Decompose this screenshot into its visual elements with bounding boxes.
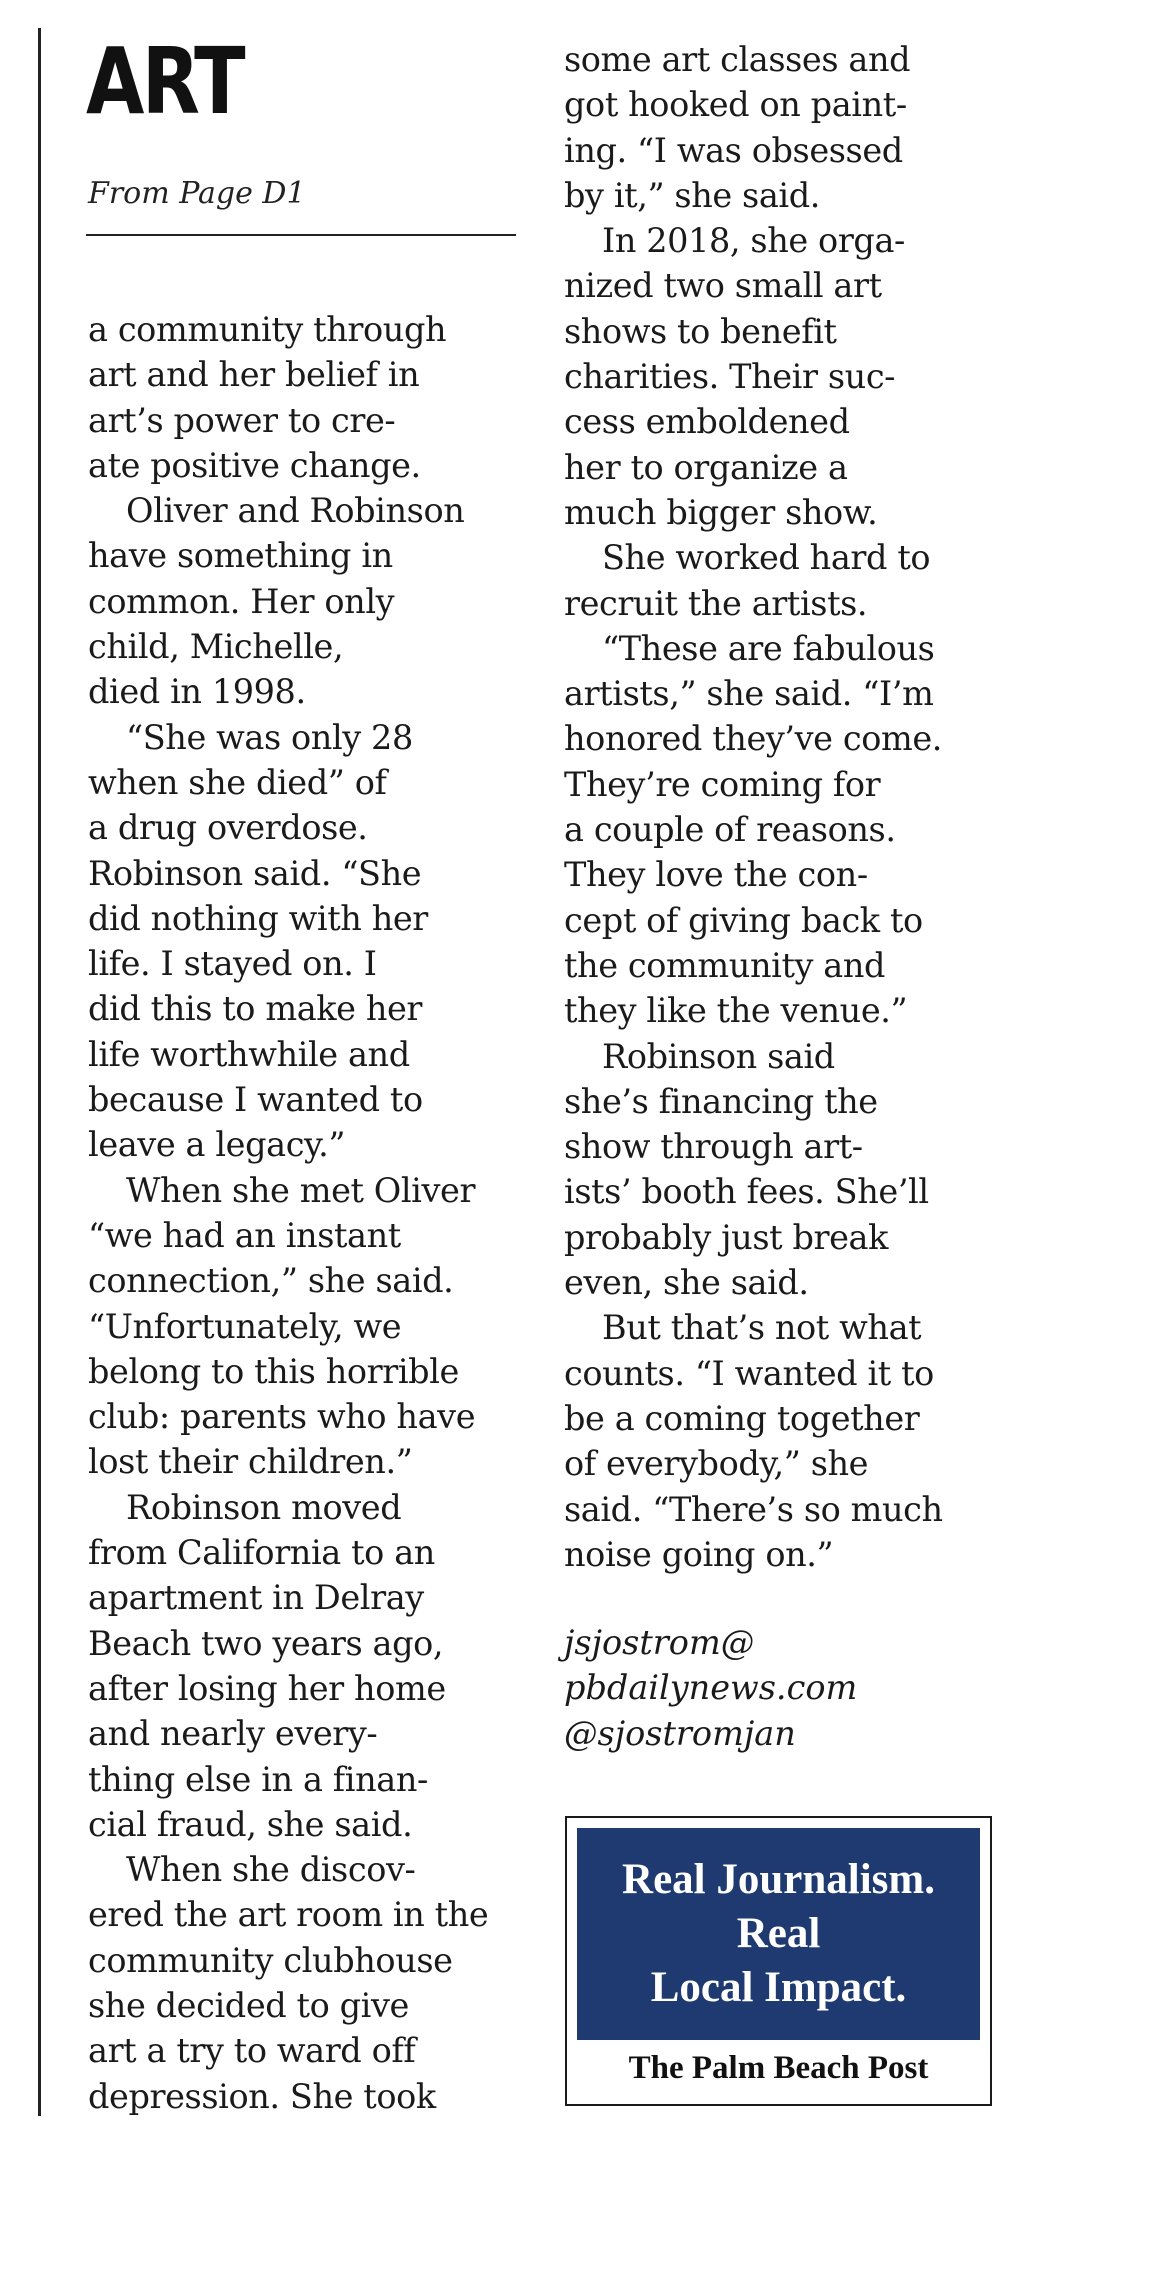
article-text-line: the community and <box>564 945 886 985</box>
article-text-line: apartment in Delray <box>88 1578 424 1618</box>
article-text-line: “Unfortunately, we <box>88 1306 402 1346</box>
article-text-line: she decided to give <box>88 1985 409 2025</box>
author-email-domain: pbdailynews.com <box>564 1668 858 1708</box>
newspaper-brand: The Palm Beach Post <box>628 2050 929 2086</box>
jump-divider <box>86 234 516 236</box>
article-text-line: ered the art room in the <box>88 1895 489 1935</box>
article-text-line: nized two small art <box>564 266 882 306</box>
article-text-line: after losing her home <box>88 1668 446 1708</box>
section-headline: ART <box>86 28 244 135</box>
promo-line-2: Real <box>736 1910 821 1957</box>
article-text-line: she’s financing the <box>564 1081 878 1121</box>
article-text-line: Robinson said <box>602 1036 835 1076</box>
article-text-line: show through art- <box>564 1127 863 1167</box>
article-text-line: did nothing with her <box>88 898 428 938</box>
article-text-line: lost their children.” <box>88 1442 413 1482</box>
article-text-line: said. “There’s so much <box>564 1489 943 1529</box>
article-text-line: a drug overdose. <box>88 808 368 848</box>
article-text-line: When she discov- <box>126 1850 416 1890</box>
article-text-line: much bigger show. <box>564 492 878 532</box>
article-text-line: because I wanted to <box>88 1080 423 1120</box>
article-text-line: when she died” of <box>88 762 387 802</box>
author-twitter-handle: @sjostromjan <box>564 1713 796 1753</box>
article-text-line: artists,” she said. “I’m <box>564 674 934 714</box>
article-text-line: her to organize a <box>564 447 848 487</box>
promo-panel <box>577 1828 980 2040</box>
article-text-line: ate positive change. <box>88 445 421 485</box>
article-text-line: Oliver and Robinson <box>126 491 465 531</box>
article-text-line: community clubhouse <box>88 1940 453 1980</box>
article-text-line: got hooked on paint- <box>564 85 907 125</box>
article-text-line: noise going on.” <box>564 1534 834 1574</box>
article-text-line: probably just break <box>564 1217 888 1257</box>
article-text-line: belong to this horrible <box>88 1351 459 1391</box>
article-text-line: “we had an instant <box>88 1215 401 1255</box>
jump-line: From Page D1 <box>88 176 306 211</box>
article-text-line: art a try to ward off <box>88 2031 416 2071</box>
article-text-line: honored they’ve come. <box>564 719 943 759</box>
article-text-line: recruit the artists. <box>564 583 868 623</box>
article-column-1 <box>88 307 488 2119</box>
article-text-line: “These are fabulous <box>602 628 935 668</box>
promo-line-3: Local Impact. <box>650 1964 907 2011</box>
article-text-line: ing. “I was obsessed <box>564 130 903 170</box>
article-text-line: They’re coming for <box>564 764 881 804</box>
article-text-line: have something in <box>88 536 393 576</box>
article-text-line: they like the venue.” <box>564 991 908 1031</box>
article-text-line: common. Her only <box>88 581 395 621</box>
article-text-line: When she met Oliver <box>126 1170 476 1210</box>
article-text-line: life. I stayed on. I <box>88 944 377 984</box>
article-text-line: by it,” she said. <box>564 175 821 215</box>
article-text-line: ists’ booth fees. She’ll <box>564 1172 929 1212</box>
article-text-line: a community through <box>88 310 447 349</box>
article-text-line: Robinson said. “She <box>88 853 422 893</box>
article-text-line: charities. Their suc- <box>564 357 896 397</box>
article-text-line: depression. She took <box>88 2076 436 2116</box>
article-text-line: a couple of reasons. <box>564 810 896 850</box>
column-rule <box>38 28 41 2116</box>
article-text-line: cial fraud, she said. <box>88 1804 413 1844</box>
article-text-line: art and her belief in <box>88 355 420 395</box>
article-text-line: But that’s not what <box>602 1308 922 1348</box>
article-text-line: They love the con- <box>564 855 868 895</box>
author-contact <box>564 1620 857 1756</box>
article-text-line: and nearly every- <box>88 1714 378 1754</box>
article-text-line: life worthwhile and <box>88 1034 410 1074</box>
article-text-line: Beach two years ago, <box>88 1623 444 1663</box>
article-text-line: some art classes and <box>564 40 911 79</box>
promo-line-1: Real Journalism. <box>622 1856 935 1903</box>
article-text-line: “She was only 28 <box>126 717 413 757</box>
article-text-line: counts. “I wanted it to <box>564 1353 934 1393</box>
article-text-line: shows to benefit <box>564 311 837 351</box>
author-email-user: jsjostrom@ <box>564 1623 755 1662</box>
article-text-line: She worked hard to <box>602 538 931 578</box>
article-text-line: leave a legacy.” <box>88 1125 346 1165</box>
article-text-line: be a coming together <box>564 1398 920 1438</box>
article-text-line: from California to an <box>88 1533 435 1573</box>
article-text-line: cess emboldened <box>564 402 850 442</box>
article-column-2 <box>564 37 943 1577</box>
article-text-line: even, she said. <box>564 1263 809 1303</box>
article-text-line: of everybody,” she <box>564 1444 869 1484</box>
article-text-line: connection,” she said. <box>88 1261 454 1301</box>
promo-ad-box <box>565 1816 992 2106</box>
article-text-line: thing else in a finan- <box>88 1759 428 1799</box>
article-text-line: child, Michelle, <box>88 627 344 667</box>
article-text-line: Robinson moved <box>126 1487 402 1527</box>
article-text-line: club: parents who have <box>88 1397 476 1437</box>
article-text-line: In 2018, she orga- <box>602 221 905 261</box>
article-text-line: died in 1998. <box>88 672 306 712</box>
article-text-line: did this to make her <box>88 989 423 1029</box>
article-text-line: cept of giving back to <box>564 900 923 940</box>
article-text-line: art’s power to cre- <box>88 400 396 440</box>
